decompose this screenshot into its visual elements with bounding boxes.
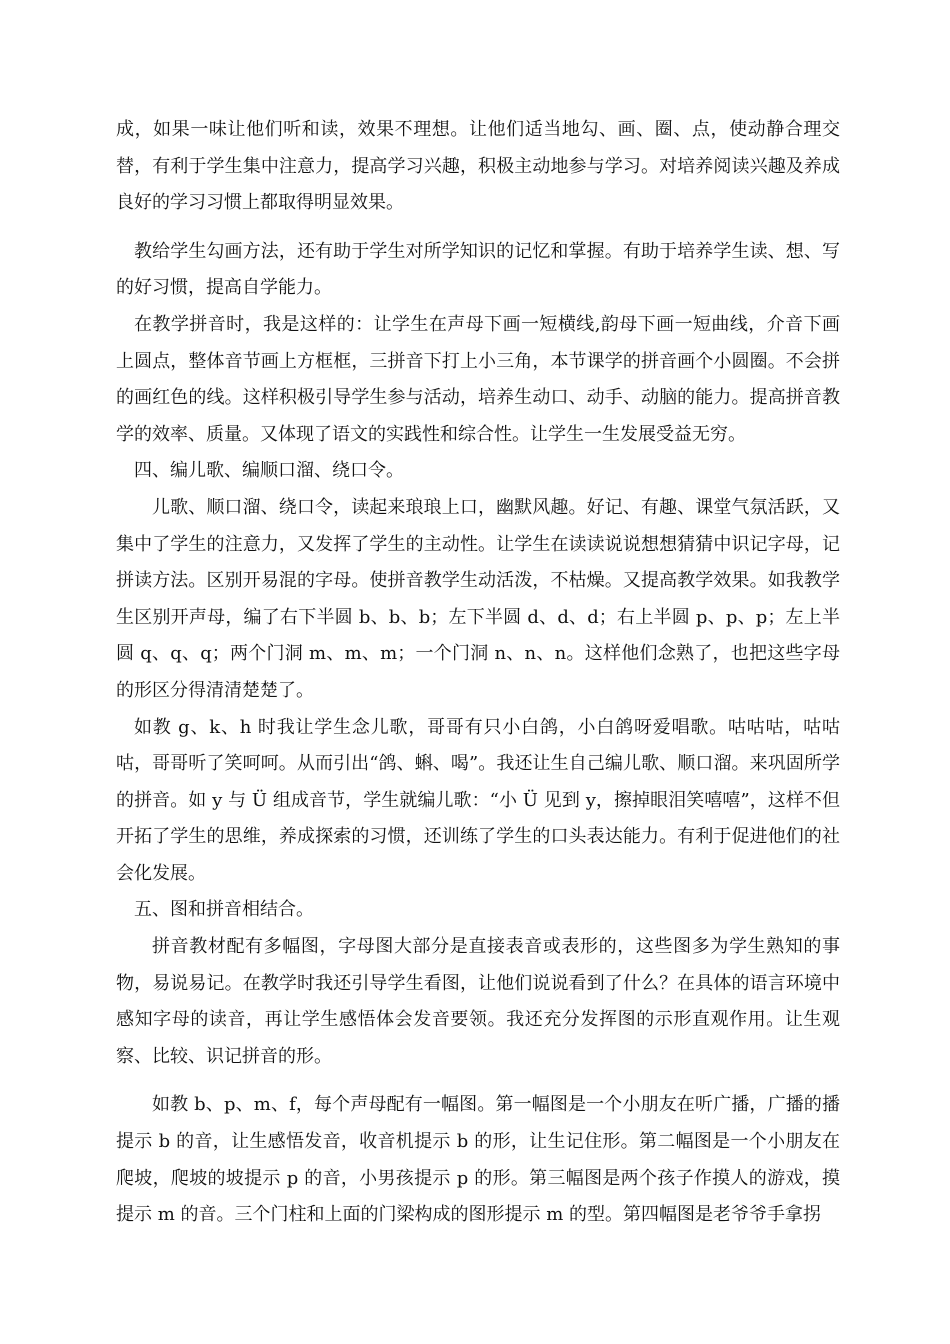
section-heading-5: 五、图和拼音相结合。 (134, 899, 314, 921)
paragraph-8: 拼音教材配有多幅图，字母图大部分是直接表音或表形的，这些图多为学生熟知的事物，易说易记。在教学时我还引导学生看图，让他们说说看到了什么？在具体的语言环境中感知字母的读音，再让学生感悟体会发音要领。我还充分发挥图的示形直观作用。让生观察、比较、识记拼音的形。 (116, 936, 840, 1067)
paragraph-1: 成，如果一味让他们听和读，效果不理想。让他们适当地勾、画、圈、点，使动静合理交替，有利于学生集中注意力，提高学习兴趣，积极主动地参与学习。对培养阅读兴趣及养成良好的学习习惯上都取得明显效果。 (116, 119, 840, 214)
section-heading-4: 四、编儿歌、编顺口溜、绕口令。 (134, 460, 404, 482)
paragraph-2: 教给学生勾画方法，还有助于学生对所学知识的记忆和掌握。有助于培养学生读、想、写的好习惯，提高自学能力。 (116, 240, 840, 299)
paragraph-3: 在教学拼音时，我是这样的：让学生在声母下画一短横线,韵母下画一短曲线，介音下画上圆点，整体音节画上方框框，三拼音下打上小三角，本节课学的拼音画个小圆圈。不会拼的画红色的线。这样积极引导学生参与活动，培养生动口、动手、动脑的能力。提高拼音教学的效率、质量。又体现了语文的实践性和综合性。让学生一生发展受益无穷。 (116, 313, 840, 445)
document-body (116, 112, 840, 1234)
paragraph-6: 如教 g、k、h 时我让学生念儿歌，哥哥有只小白鸽，小白鸽呀爱唱歌。咕咕咕，咕咕咕，哥哥听了笑呵呵。从而引出“鸽、蝌、喝”。我还让生自己编儿歌、顺口溜。来巩固所学的拼音。如 y 与 Ü 组成音节，学生就编儿歌：“小 Ü 见到 y，擦掉眼泪笑嘻嘻”，这样不但开拓了学生的思维，养成探索的习惯，还训练了学生的口头表达能力。有利于促进他们的社会化发展。 (116, 716, 840, 884)
paragraph-9: 如教 b、p、m、f，每个声母配有一幅图。第一幅图是一个小朋友在听广播，广播的播提示 b 的音，让生感悟发音，收音机提示 b 的形，让生记住形。第二幅图是一个小朋友在爬坡，爬坡的坡提示 p 的音，小男孩提示 p 的形。第三幅图是两个孩子作摸人的游戏，摸提示 m 的音。三个门柱和上面的门梁构成的图形提示 m 的型。第四幅图是老爷爷手拿拐 (116, 1094, 840, 1226)
paragraph-5: 儿歌、顺口溜、绕口令，读起来琅琅上口，幽默风趣。好记、有趣、课堂气氛活跃，又集中了学生的注意力，又发挥了学生的主动性。让学生在读读说说想想猜猜中识记字母，记拼读方法。区别开易混的字母。使拼音教学生动活泼，不枯燥。又提高教学效果。如我教学生区别开声母，编了右下半圆 b、b、b；左下半圆 d、d、d；右上半圆 p、p、p；左上半圆 q、q、q；两个门洞 m、m、m；一个门洞 n、n、n。这样他们念熟了，也把这些字母的形区分得清清楚楚了。 (116, 496, 840, 701)
